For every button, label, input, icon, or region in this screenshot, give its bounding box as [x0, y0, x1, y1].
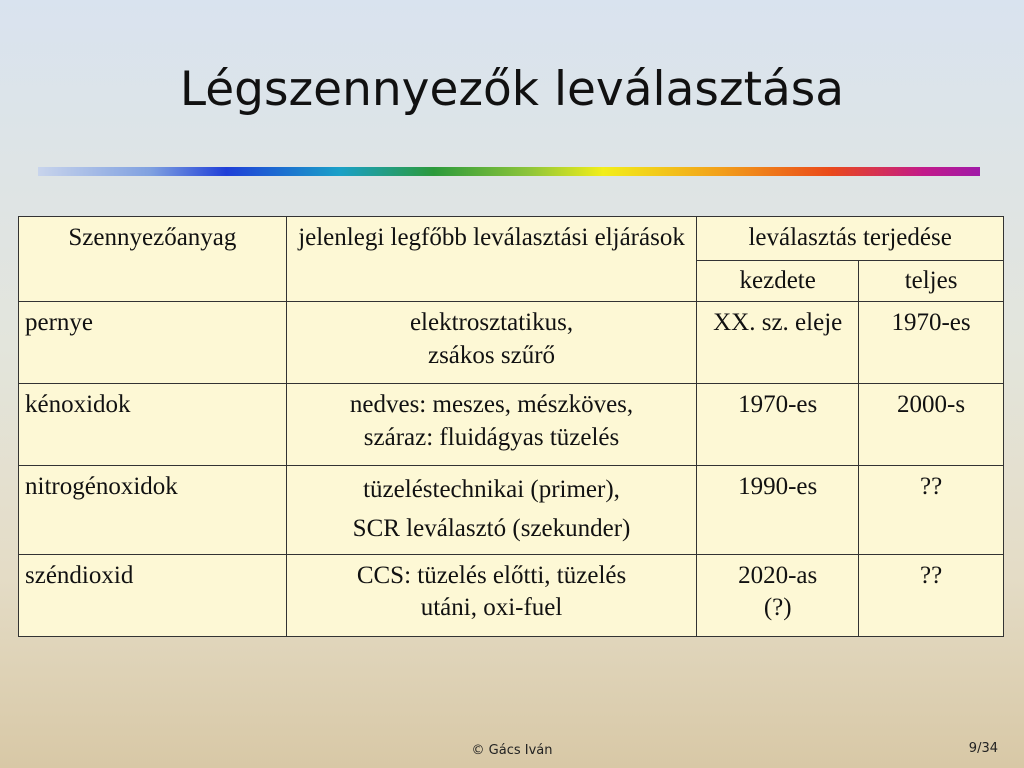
pollutant-cell: pernye	[19, 302, 287, 384]
start-cell: 1970-es	[697, 384, 859, 466]
start-cell: 2020-as (?)	[697, 554, 859, 636]
full-cell: 2000-s	[859, 384, 1004, 466]
method-cell: nedves: meszes, mészköves, száraz: fluidágyas tüzelés	[286, 384, 696, 466]
header-pollutant: Szennyezőanyag	[19, 217, 287, 302]
full-cell: 1970-es	[859, 302, 1004, 384]
pollutant-cell: nitrogénoxidok	[19, 466, 287, 555]
header-spread: leválasztás terjedése	[697, 217, 1004, 261]
slide-title: Légszennyezők leválasztása	[179, 62, 845, 117]
start-cell: 1990-es	[697, 466, 859, 555]
table-row	[19, 302, 1004, 384]
start-cell: XX. sz. eleje	[697, 302, 859, 384]
table-header-row	[19, 217, 1004, 261]
header-start: kezdete	[697, 260, 859, 302]
header-full: teljes	[859, 260, 1004, 302]
title-divider	[38, 167, 980, 176]
footer-author: © Gács Iván	[471, 743, 553, 758]
table-row	[19, 466, 1004, 555]
pollutant-cell: kénoxidok	[19, 384, 287, 466]
table-row	[19, 384, 1004, 466]
method-cell: tüzeléstechnikai (primer), SCR leválasztó (szekunder)	[286, 466, 696, 555]
pollutant-table	[18, 216, 1004, 637]
pollutant-cell: széndioxid	[19, 554, 287, 636]
method-cell: CCS: tüzelés előtti, tüzelés utáni, oxi-fuel	[286, 554, 696, 636]
header-methods: jelenlegi legfőbb leválasztási eljárások	[286, 217, 696, 302]
full-cell: ??	[859, 554, 1004, 636]
table-row	[19, 554, 1004, 636]
method-cell: elektrosztatikus, zsákos szűrő	[286, 302, 696, 384]
page-number: 9/34	[968, 741, 998, 756]
full-cell: ??	[859, 466, 1004, 555]
